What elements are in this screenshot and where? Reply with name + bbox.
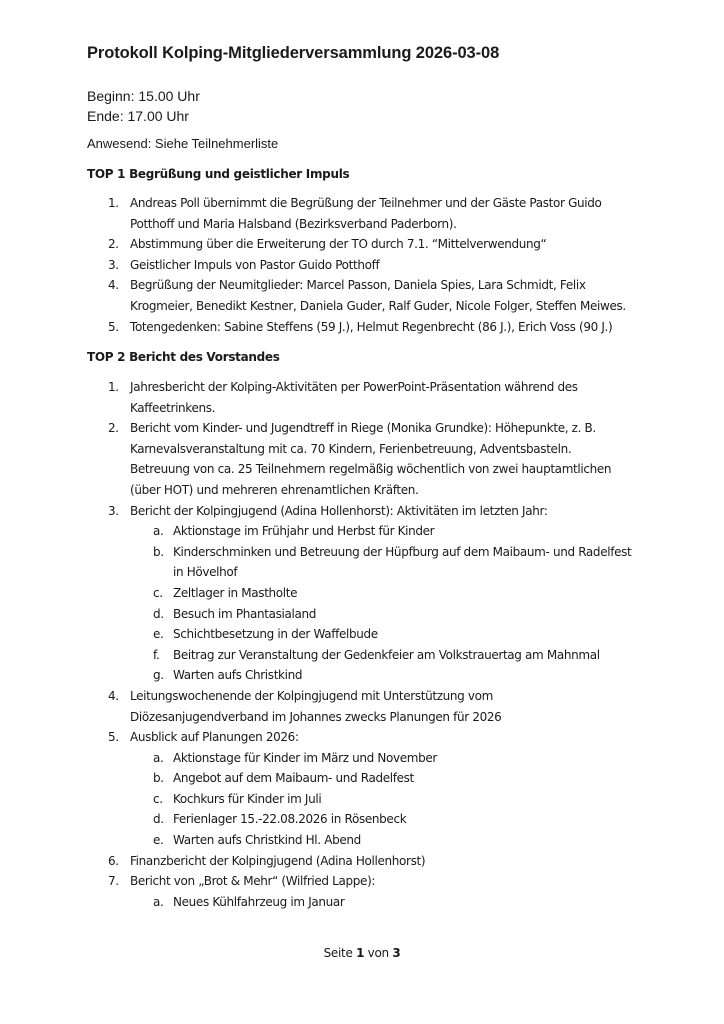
list-item-text: Abstimmung über die Erweiterung der TO durch 7.1. “Mittelverwendung“: [130, 237, 547, 252]
list-marker: g.: [153, 668, 164, 683]
list-item-text: Angebot auf dem Maibaum- und Radelfest: [173, 771, 414, 786]
footer-prefix: Seite: [323, 946, 353, 960]
sub-list-item: [0, 789, 724, 810]
list-marker: a.: [153, 750, 164, 765]
sub-list-item: [0, 809, 724, 830]
list-item-text: Jahresbericht der Kolping-Aktivitäten per PowerPoint-Präsentation während des: [130, 380, 578, 394]
sub-list-item: [0, 748, 724, 769]
list-item-text: Aktionstage im Frühjahr und Herbst für Kinder: [173, 524, 435, 539]
begin-time: Beginn: 15.00 Uhr: [87, 88, 200, 104]
footer-middle: von: [367, 946, 389, 960]
list-item-text: Finanzbericht der Kolpingjugend (Adina Hollenhorst): [130, 853, 426, 868]
list-item: [0, 686, 724, 707]
meeting-times: [87, 86, 200, 126]
list-item: [0, 296, 724, 317]
list-marker: f.: [153, 647, 160, 662]
top2-list: [0, 377, 724, 912]
list-item-text: Karnevalsveranstaltung mit ca. 70 Kindern, Ferienbetreuung, Adventsbasteln.: [130, 441, 572, 456]
list-item: [0, 727, 724, 748]
document-title: Protokoll Kolping-Mitgliederversammlung 2026-03-08: [87, 44, 500, 62]
list-marker: 4.: [108, 688, 119, 703]
list-marker: b.: [153, 771, 164, 786]
list-item-text: Aktionstage für Kinder im März und November: [173, 750, 438, 765]
list-marker: 5.: [108, 319, 119, 334]
sub-list-item: [0, 892, 724, 913]
list-item: [0, 851, 724, 872]
top1-list: [0, 193, 724, 337]
list-item-text: Zeltlager in Mastholte: [173, 585, 298, 600]
list-marker: 7.: [108, 874, 119, 889]
sub-list-item: [0, 562, 724, 583]
list-marker: e.: [153, 833, 164, 848]
list-item: [0, 707, 724, 728]
top1-heading: TOP 1 Begrüßung und geistlicher Impuls: [87, 167, 350, 181]
list-item-text: (über HOT) und mehreren ehrenamtlichen Kräften.: [130, 482, 419, 497]
list-item: [0, 214, 724, 235]
sub-list-item: [0, 624, 724, 645]
list-item-text: Kinderschminken und Betreuung der Hüpfburg auf dem Maibaum- und Radelfest: [173, 544, 632, 559]
list-item-text: Andreas Poll übernimmt die Begrüßung der Teilnehmer und der Gäste Pastor Guido: [130, 196, 602, 210]
sub-list-item: [0, 768, 724, 789]
list-marker: 5.: [108, 730, 119, 745]
list-marker: 6.: [108, 853, 119, 868]
sub-list-item: [0, 542, 724, 563]
sub-list-item: [0, 665, 724, 686]
list-marker: 1.: [108, 380, 119, 394]
sub-list-item: [0, 645, 724, 666]
list-item-text: Neues Kühlfahrzeug im Januar: [173, 894, 345, 909]
list-marker: c.: [153, 791, 163, 806]
list-marker: d.: [153, 812, 164, 827]
list-marker: a.: [153, 894, 164, 909]
list-item-text: Beitrag zur Veranstaltung der Gedenkfeier am Volkstrauertag am Mahnmal: [173, 647, 600, 662]
list-item-text: Warten aufs Christkind: [173, 668, 303, 683]
list-item-text: Bericht der Kolpingjugend (Adina Hollenhorst): Aktivitäten im letzten Jahr:: [130, 503, 548, 518]
list-item-text: Bericht vom Kinder- und Jugendtreff in Riege (Monika Grundke): Höhepunkte, z. B.: [130, 421, 596, 436]
list-item: [0, 255, 724, 276]
list-marker: a.: [153, 524, 164, 539]
list-item: [0, 871, 724, 892]
attendance-note: Anwesend: Siehe Teilnehmerliste: [87, 136, 279, 151]
list-item: [0, 398, 724, 419]
list-marker: 1.: [108, 196, 119, 210]
sub-list-item: [0, 521, 724, 542]
total-pages: 3: [392, 946, 401, 960]
list-item-text: Ferienlager 15.-22.08.2026 in Rösenbeck: [173, 812, 407, 827]
list-item-text: in Hövelhof: [173, 565, 238, 580]
sub-list-item: [0, 583, 724, 604]
list-item: [0, 193, 724, 214]
list-item-text: Krogmeier, Benedikt Kestner, Daniela Guder, Ralf Guder, Nicole Folger, Steffen Meiwes.: [130, 298, 626, 313]
list-item-text: Warten aufs Christkind Hl. Abend: [173, 833, 361, 848]
list-item: [0, 275, 724, 296]
list-marker: 2.: [108, 421, 119, 436]
list-item-text: Potthoff und Maria Halsband (Bezirksverband Paderborn).: [130, 216, 457, 231]
end-time: Ende: 17.00 Uhr: [87, 108, 189, 124]
list-item: [0, 234, 724, 255]
list-item-text: Schichtbesetzung in der Waffelbude: [173, 627, 378, 642]
sub-list-item: [0, 830, 724, 851]
list-item-text: Diözesanjugendverband im Johannes zwecks Planungen für 2026: [130, 709, 502, 724]
list-item: [0, 480, 724, 501]
list-item-text: Totengedenken: Sabine Steffens (59 J.), Helmut Regenbrecht (86 J.), Erich Voss (90 J.): [130, 319, 613, 334]
list-marker: d.: [153, 606, 164, 621]
list-item: [0, 439, 724, 460]
list-item-text: Kaffeetrinkens.: [130, 400, 216, 415]
list-item-text: Betreuung von ca. 25 Teilnehmern regelmäßig wöchentlich von zwei hauptamtlichen: [130, 462, 612, 477]
list-marker: b.: [153, 544, 164, 559]
current-page-number: 1: [356, 946, 365, 960]
list-marker: c.: [153, 585, 163, 600]
list-item-text: Begrüßung der Neumitglieder: Marcel Passon, Daniela Spies, Lara Schmidt, Felix: [130, 278, 586, 293]
list-marker: 4.: [108, 278, 119, 293]
list-marker: 3.: [108, 257, 119, 272]
list-item: [0, 418, 724, 439]
list-item-text: Ausblick auf Planungen 2026:: [130, 730, 299, 745]
list-item-text: Leitungswochenende der Kolpingjugend mit Unterstützung vom: [130, 688, 493, 703]
list-marker: e.: [153, 627, 164, 642]
list-item-text: Besuch im Phantasialand: [173, 606, 316, 621]
list-item: [0, 459, 724, 480]
page-footer: [0, 946, 724, 960]
list-item-text: Geistlicher Impuls von Pastor Guido Potthoff: [130, 257, 380, 272]
list-item-text: Bericht von „Brot & Mehr“ (Wilfried Lappe):: [130, 874, 376, 889]
sub-list-item: [0, 604, 724, 625]
list-item: [0, 317, 724, 338]
list-item: [0, 501, 724, 522]
top2-heading: TOP 2 Bericht des Vorstandes: [87, 350, 280, 364]
list-marker: 2.: [108, 237, 119, 252]
list-item-text: Kochkurs für Kinder im Juli: [173, 791, 322, 806]
list-marker: 3.: [108, 503, 119, 518]
list-item: [0, 377, 724, 398]
